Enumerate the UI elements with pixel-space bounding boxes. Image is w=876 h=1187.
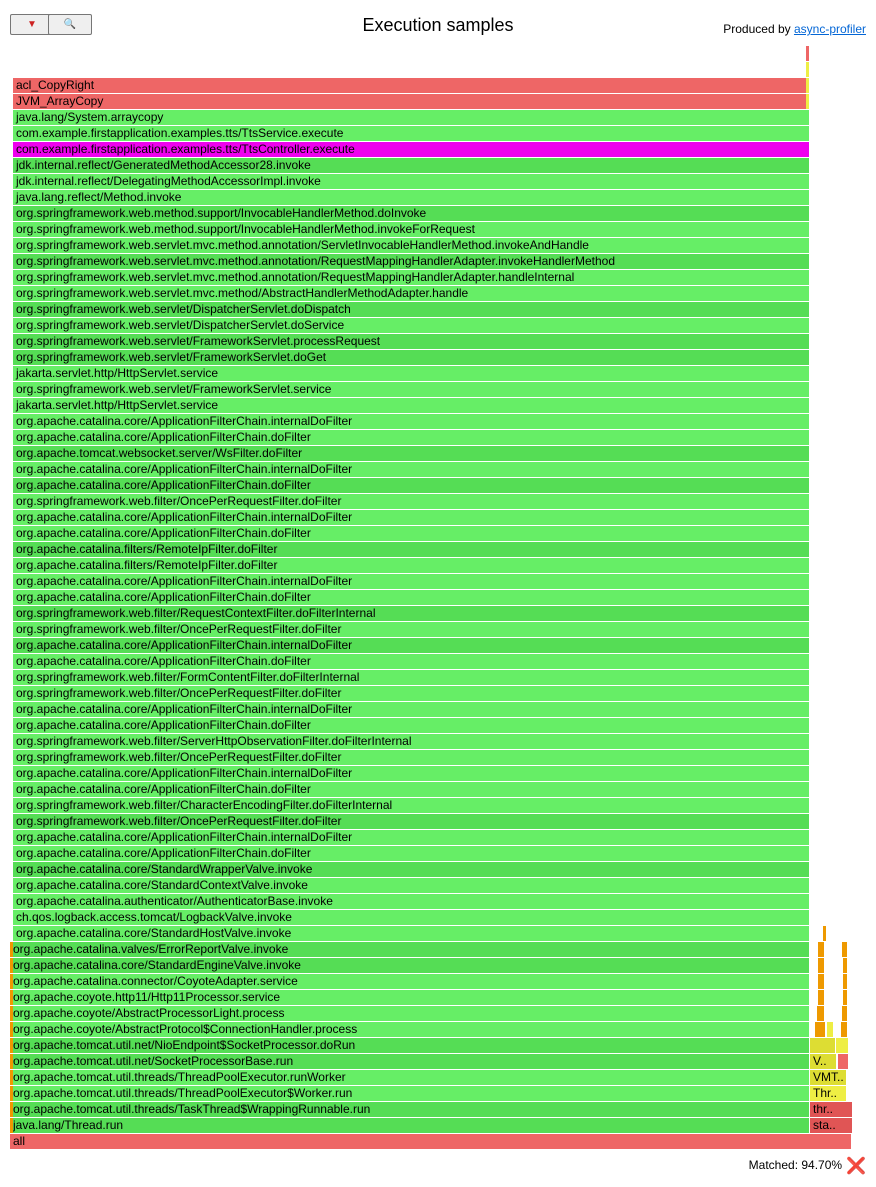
flame-frame[interactable]: org.apache.catalina.core/ApplicationFilterChain.internalDoFilter [13, 638, 809, 653]
flame-frame-sliver[interactable] [10, 942, 13, 957]
flame-frame[interactable]: org.apache.catalina.core/ApplicationFilterChain.doFilter [13, 654, 809, 669]
flame-frame[interactable]: org.springframework.web.servlet/FrameworkServlet.processRequest [13, 334, 809, 349]
flame-frame[interactable]: jakarta.servlet.http/HttpServlet.service [13, 366, 809, 381]
flame-frame-sliver[interactable] [806, 46, 809, 61]
flame-frame-sliver[interactable] [843, 974, 847, 989]
flame-frame-sliver[interactable] [10, 1070, 13, 1085]
producer-prefix: Produced by [723, 22, 794, 36]
flame-frame[interactable]: com.example.firstapplication.examples.tts/TtsController.execute [13, 142, 809, 157]
flame-frame[interactable]: org.apache.catalina.core/ApplicationFilterChain.doFilter [13, 590, 809, 605]
page-title: Execution samples [362, 15, 514, 35]
flame-frame[interactable]: org.apache.catalina.core/ApplicationFilterChain.internalDoFilter [13, 510, 809, 525]
flame-frame[interactable]: java.lang/Thread.run [10, 1118, 809, 1133]
flame-frame[interactable]: org.apache.catalina.core/StandardWrapperValve.invoke [13, 862, 809, 877]
flame-frame[interactable]: java.lang/System.arraycopy [13, 110, 809, 125]
flame-frame[interactable]: org.apache.catalina.core/StandardEngineValve.invoke [10, 958, 809, 973]
match-status [749, 1158, 866, 1174]
flame-frame[interactable]: org.springframework.web.servlet.mvc.method/AbstractHandlerMethodAdapter.handle [13, 286, 809, 301]
flame-frame-sliver[interactable] [827, 1022, 833, 1037]
flame-frame[interactable]: org.springframework.web.filter/OncePerRequestFilter.doFilter [13, 686, 809, 701]
flame-frame[interactable]: org.apache.coyote/AbstractProcessorLight.process [10, 1006, 809, 1021]
side-flame-frame[interactable]: sta.. [810, 1118, 852, 1133]
flame-frame[interactable]: org.apache.catalina.filters/RemoteIpFilter.doFilter [13, 558, 809, 573]
flame-frame-sliver[interactable] [10, 1054, 13, 1069]
flame-frame[interactable]: acl_CopyRight [13, 78, 809, 93]
flame-frame[interactable]: org.springframework.web.method.support/InvocableHandlerMethod.doInvoke [13, 206, 809, 221]
flame-frame[interactable]: org.apache.catalina.core/ApplicationFilterChain.internalDoFilter [13, 462, 809, 477]
flame-frame-sliver[interactable] [841, 1022, 847, 1037]
flame-frame[interactable]: org.apache.catalina.valves/ErrorReportValve.invoke [10, 942, 809, 957]
side-flame-frame[interactable]: V.. [810, 1054, 836, 1069]
side-flame-frame[interactable]: VMT.. [810, 1070, 846, 1085]
flame-frame[interactable]: all [10, 1134, 851, 1149]
flame-frame[interactable]: org.apache.catalina.connector/CoyoteAdapter.service [10, 974, 809, 989]
flame-frame[interactable]: jakarta.servlet.http/HttpServlet.service [13, 398, 809, 413]
flame-frame[interactable]: org.springframework.web.filter/CharacterEncodingFilter.doFilterInternal [13, 798, 809, 813]
flame-frame-sliver[interactable] [818, 974, 824, 989]
flame-frame[interactable]: java.lang.reflect/Method.invoke [13, 190, 809, 205]
flame-frame-sliver[interactable] [836, 1038, 848, 1053]
flame-frame[interactable]: org.springframework.web.filter/OncePerRequestFilter.doFilter [13, 814, 809, 829]
flame-frame[interactable]: org.apache.tomcat.util.net/SocketProcessorBase.run [10, 1054, 809, 1069]
flame-frame[interactable]: org.apache.tomcat.util.threads/TaskThread$WrappingRunnable.run [10, 1102, 809, 1117]
flame-frame[interactable]: org.springframework.web.filter/RequestContextFilter.doFilterInternal [13, 606, 809, 621]
flame-frame-sliver[interactable] [843, 958, 847, 973]
side-flame-frame[interactable]: thr.. [810, 1102, 852, 1117]
flame-frame[interactable]: org.apache.coyote.http11/Http11Processor.service [10, 990, 809, 1005]
flame-frame-sliver[interactable] [806, 78, 809, 93]
flame-frame[interactable]: org.springframework.web.servlet/FrameworkServlet.service [13, 382, 809, 397]
flame-frame[interactable]: org.apache.catalina.core/ApplicationFilterChain.doFilter [13, 430, 809, 445]
flame-frame-sliver[interactable] [843, 990, 847, 1005]
flame-frame[interactable]: org.apache.catalina.core/ApplicationFilterChain.internalDoFilter [13, 574, 809, 589]
flame-frame-sliver[interactable] [10, 990, 13, 1005]
flame-frame[interactable]: org.apache.catalina.core/ApplicationFilterChain.internalDoFilter [13, 414, 809, 429]
flame-frame-sliver[interactable] [817, 1006, 824, 1021]
matched-label: Matched: 94.70% [748, 1158, 843, 1172]
flame-frame-sliver[interactable] [842, 1006, 847, 1021]
flame-frame-sliver[interactable] [10, 1022, 13, 1037]
flame-frame[interactable]: org.springframework.web.method.support/InvocableHandlerMethod.invokeForRequest [13, 222, 809, 237]
flame-frame[interactable]: org.apache.catalina.core/StandardContextValve.invoke [13, 878, 809, 893]
flame-frame[interactable]: org.springframework.web.filter/OncePerRequestFilter.doFilter [13, 622, 809, 637]
flame-frame[interactable]: org.springframework.web.servlet.mvc.method.annotation/RequestMappingHandlerAdapter.invokeHandlerMethod [13, 254, 809, 269]
flame-frame[interactable]: ch.qos.logback.access.tomcat/LogbackValve.invoke [13, 910, 809, 925]
flame-frame[interactable]: org.apache.catalina.core/ApplicationFilterChain.doFilter [13, 526, 809, 541]
flame-frame[interactable]: org.apache.catalina.core/ApplicationFilterChain.doFilter [13, 782, 809, 797]
flame-frame[interactable]: org.apache.catalina.core/StandardHostValve.invoke [13, 926, 809, 941]
flame-frame-sliver[interactable] [10, 974, 13, 989]
flame-frame-sliver[interactable] [823, 926, 826, 941]
reverse-button[interactable]: ▼ [10, 14, 54, 35]
flame-frame[interactable]: org.apache.tomcat.util.net/NioEndpoint$SocketProcessor.doRun [10, 1038, 809, 1053]
flame-frame[interactable]: org.springframework.web.servlet.mvc.method.annotation/ServletInvocableHandlerMethod.invokeAndHandle [13, 238, 809, 253]
flame-frame[interactable]: org.apache.catalina.core/ApplicationFilterChain.doFilter [13, 846, 809, 861]
flame-frame-sliver[interactable] [10, 1038, 13, 1053]
flame-frame[interactable]: org.springframework.web.filter/OncePerRequestFilter.doFilter [13, 494, 809, 509]
flame-frame-sliver[interactable] [10, 958, 13, 973]
flame-frame-sliver[interactable] [838, 1054, 848, 1069]
flame-frame-sliver[interactable] [810, 1038, 835, 1053]
flame-frame[interactable]: org.springframework.web.servlet/DispatcherServlet.doDispatch [13, 302, 809, 317]
flame-frame-sliver[interactable] [815, 1022, 825, 1037]
flame-frame[interactable]: org.apache.catalina.authenticator/AuthenticatorBase.invoke [13, 894, 809, 909]
flame-frame[interactable]: org.apache.catalina.core/ApplicationFilterChain.internalDoFilter [13, 766, 809, 781]
flame-frame-sliver[interactable] [806, 62, 809, 77]
flame-frame[interactable]: org.apache.catalina.core/ApplicationFilterChain.internalDoFilter [13, 702, 809, 717]
flame-frame-sliver[interactable] [818, 942, 824, 957]
flame-frame[interactable]: jdk.internal.reflect/DelegatingMethodAccessorImpl.invoke [13, 174, 809, 189]
flame-frame[interactable]: org.apache.coyote/AbstractProtocol$ConnectionHandler.process [10, 1022, 809, 1037]
flame-frame[interactable]: JVM_ArrayCopy [13, 94, 809, 109]
flame-frame[interactable]: org.apache.catalina.core/ApplicationFilterChain.doFilter [13, 478, 809, 493]
search-icon: 🔍 [63, 19, 77, 30]
flame-frame-sliver[interactable] [10, 1086, 13, 1101]
flame-frame[interactable]: org.apache.catalina.core/ApplicationFilterChain.doFilter [13, 718, 809, 733]
flame-frame[interactable]: org.apache.catalina.core/ApplicationFilterChain.internalDoFilter [13, 830, 809, 845]
flame-frame[interactable]: org.apache.tomcat.websocket.server/WsFilter.doFilter [13, 446, 809, 461]
flame-frame[interactable]: org.apache.catalina.filters/RemoteIpFilter.doFilter [13, 542, 809, 557]
flame-frame-sliver[interactable] [10, 1118, 13, 1133]
flame-frame-sliver[interactable] [10, 1102, 13, 1117]
flame-frame[interactable]: org.apache.tomcat.util.threads/ThreadPoolExecutor.runWorker [10, 1070, 809, 1085]
flame-frame-sliver[interactable] [818, 990, 824, 1005]
flame-frame[interactable]: org.springframework.web.servlet/DispatcherServlet.doService [13, 318, 809, 333]
flame-frame-sliver[interactable] [818, 958, 824, 973]
flame-frame[interactable]: com.example.firstapplication.examples.tts/TtsService.execute [13, 126, 809, 141]
flame-frame[interactable]: org.springframework.web.filter/OncePerRequestFilter.doFilter [13, 750, 809, 765]
clear-search-icon[interactable]: ❌ [846, 1158, 866, 1175]
flame-frame-sliver[interactable] [806, 94, 809, 109]
flame-frame[interactable]: jdk.internal.reflect/GeneratedMethodAccessor28.invoke [13, 158, 809, 173]
flame-frame-sliver[interactable] [10, 1006, 13, 1021]
flame-frame[interactable]: org.springframework.web.filter/FormContentFilter.doFilterInternal [13, 670, 809, 685]
flame-frame[interactable]: org.springframework.web.filter/ServerHttpObservationFilter.doFilterInternal [13, 734, 809, 749]
flame-frame[interactable]: org.apache.tomcat.util.threads/ThreadPoolExecutor$Worker.run [10, 1086, 809, 1101]
async-profiler-link[interactable]: async-profiler [793, 22, 866, 36]
side-flame-frame[interactable]: Thr.. [810, 1086, 846, 1101]
flame-frame[interactable]: org.springframework.web.servlet.mvc.method.annotation/RequestMappingHandlerAdapter.handleInternal [13, 270, 809, 285]
flame-frame[interactable]: org.springframework.web.servlet/FrameworkServlet.doGet [13, 350, 809, 365]
flame-frame-sliver[interactable] [842, 942, 847, 957]
